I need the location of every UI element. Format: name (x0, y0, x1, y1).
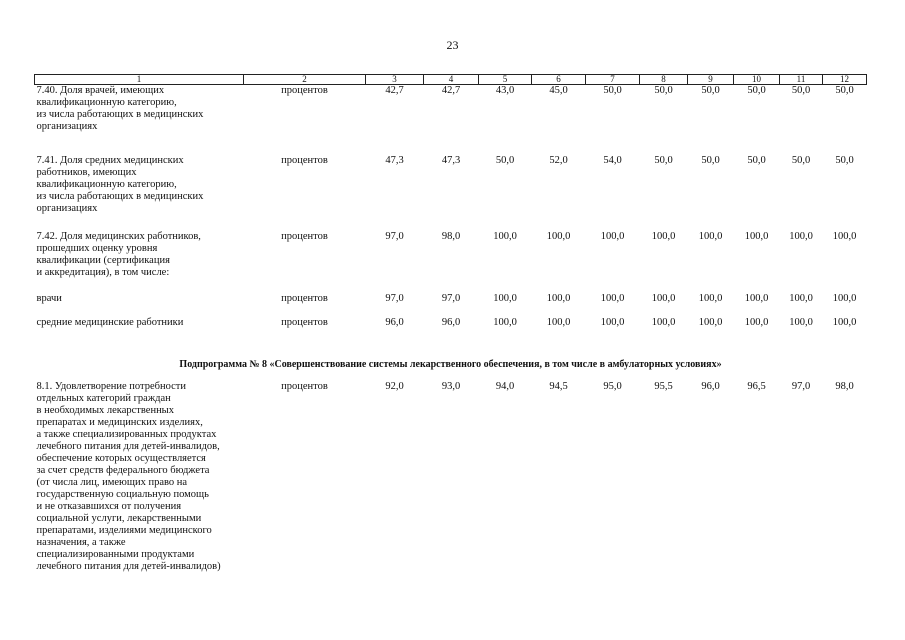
indicator-name-line: прошедших оценку уровня (36, 243, 158, 254)
column-header: 10 (734, 75, 780, 85)
value-cell: 100,0 (744, 293, 769, 304)
column-header: 5 (479, 75, 532, 85)
value-cell: 50,0 (835, 85, 854, 96)
indicator-name-line: средние медицинские работники (36, 317, 184, 328)
value-cell: 100,0 (493, 293, 517, 304)
table-row (35, 85, 867, 156)
indicator-name-line: в необходимых лекарственных (36, 405, 174, 416)
indicator-name-line: квалификационную категорию, (36, 179, 177, 190)
value-cell: 47,3 (441, 155, 461, 166)
column-header: 7 (586, 75, 640, 85)
page-number: 23 (446, 38, 459, 52)
value-cell: 100,0 (789, 231, 813, 242)
table-row (35, 381, 867, 603)
unit-cell: процентов (281, 155, 328, 166)
indicator-name-line: и аккредитация), в том числе: (36, 267, 170, 278)
value-cell: 100,0 (493, 231, 517, 242)
column-header: 8 (640, 75, 688, 85)
unit-cell: процентов (281, 231, 328, 242)
value-cell: 93,0 (441, 381, 461, 392)
unit-cell: процентов (281, 293, 328, 304)
value-cell: 100,0 (698, 293, 723, 304)
value-cell: 54,0 (603, 155, 622, 166)
indicator-name-line: и не отказавшихся от получения (36, 501, 182, 512)
value-cell: 97,0 (385, 231, 404, 242)
indicator-name (35, 155, 244, 231)
value-cell: 50,0 (701, 155, 720, 166)
value-cell: 50,0 (747, 155, 766, 166)
indicator-name-line: 8.1. Удовлетворение потребности (36, 381, 187, 392)
value-cell: 100,0 (600, 293, 625, 304)
value-cell: 97,0 (385, 293, 404, 304)
indicator-name-line: специализированными продуктами (36, 549, 195, 560)
unit-cell: процентов (281, 85, 328, 96)
value-cell: 100,0 (651, 231, 676, 242)
indicator-name-line: обеспечение которых осуществляется (36, 453, 206, 464)
column-header: 6 (532, 75, 586, 85)
indicator-name-line: отдельных категорий граждан (36, 393, 171, 404)
value-cell: 94,5 (549, 381, 568, 392)
value-cell: 50,0 (495, 155, 515, 166)
value-cell: 45,0 (549, 85, 568, 96)
value-cell: 50,0 (603, 85, 622, 96)
indicator-name (35, 231, 244, 293)
indicator-name-line: 7.41. Доля средних медицинских (36, 155, 184, 166)
table-row (35, 293, 867, 317)
value-cell: 100,0 (832, 293, 857, 304)
indicator-name-line: квалификации (сертификация (36, 255, 170, 266)
value-cell: 100,0 (600, 317, 625, 328)
value-cell: 96,0 (441, 317, 461, 328)
value-cell: 100,0 (651, 317, 676, 328)
value-cell: 42,7 (385, 85, 404, 96)
value-cell: 100,0 (546, 231, 571, 242)
value-cell: 50,0 (747, 85, 766, 96)
value-cell: 100,0 (832, 231, 857, 242)
unit-cell: процентов (281, 317, 328, 328)
value-cell: 50,0 (835, 155, 854, 166)
indicator-name-line: из числа работающих в медицинских (36, 191, 204, 202)
indicator-name-line: организациях (36, 203, 98, 214)
value-cell: 50,0 (654, 85, 673, 96)
indicator-name-line: а также специализированных продуктах (36, 429, 217, 440)
indicator-name-line: назначения, а также (36, 537, 126, 548)
table-row (35, 155, 867, 231)
column-header: 1 (35, 75, 244, 85)
value-cell: 92,0 (385, 381, 404, 392)
value-cell: 97,0 (791, 381, 811, 392)
value-cell: 100,0 (789, 317, 813, 328)
column-header-row (35, 75, 867, 85)
indicator-name (35, 381, 244, 603)
value-cell: 100,0 (651, 293, 676, 304)
value-cell: 97,0 (441, 293, 461, 304)
indicator-name-line: из числа работающих в медицинских (36, 109, 204, 120)
indicator-name (35, 293, 244, 317)
value-cell: 43,0 (495, 85, 515, 96)
value-cell: 100,0 (698, 231, 723, 242)
value-cell: 98,0 (441, 231, 461, 242)
value-cell: 100,0 (546, 293, 571, 304)
indicator-name-line: лечебного питания для детей-инвалидов) (36, 561, 221, 572)
value-cell: 95,5 (654, 381, 673, 392)
indicator-name-line: препаратами, изделиями медицинского (36, 525, 212, 536)
table-row (35, 317, 867, 349)
unit-cell: процентов (281, 381, 328, 392)
indicator-name-line: 7.40. Доля врачей, имеющих (36, 85, 165, 96)
indicator-name-line: за счет средств федерального бюджета (36, 465, 210, 476)
column-header: 3 (366, 75, 424, 85)
column-header: 4 (424, 75, 479, 85)
indicator-name-line: (от числа лиц, имеющих право на (36, 477, 188, 488)
value-cell: 47,3 (385, 155, 404, 166)
indicator-name-line: лечебного питания для детей-инвалидов, (36, 441, 220, 452)
value-cell: 100,0 (546, 317, 571, 328)
value-cell: 100,0 (832, 317, 857, 328)
indicator-name (35, 317, 244, 349)
subprogram-title: Подпрограмма № 8 «Совершенствование системы лекарственного обеспечения, в том числе в амбулаторных условиях» (179, 359, 722, 370)
indicator-name-line: социальной услуги, лекарственными (36, 513, 202, 524)
indicator-name-line: 7.42. Доля медицинских работников, (36, 231, 201, 242)
value-cell: 50,0 (701, 85, 720, 96)
column-header: 9 (688, 75, 734, 85)
value-cell: 95,0 (603, 381, 622, 392)
value-cell: 100,0 (744, 231, 769, 242)
column-header: 11 (780, 75, 823, 85)
value-cell: 96,0 (701, 381, 720, 392)
indicators-table (34, 74, 867, 603)
subprogram-row (35, 349, 867, 381)
column-header: 2 (244, 75, 366, 85)
value-cell: 100,0 (789, 293, 813, 304)
value-cell: 50,0 (654, 155, 673, 166)
indicator-name (35, 85, 244, 156)
value-cell: 100,0 (698, 317, 723, 328)
column-header: 12 (823, 75, 867, 85)
value-cell: 96,5 (747, 381, 766, 392)
value-cell: 100,0 (493, 317, 517, 328)
indicator-name-line: работников, имеющих (36, 167, 137, 178)
table-row (35, 231, 867, 293)
indicator-name-line: врачи (36, 293, 62, 304)
indicator-name-line: организациях (36, 121, 98, 132)
value-cell: 50,0 (791, 85, 811, 96)
value-cell: 50,0 (791, 155, 811, 166)
indicator-name-line: квалификационную категорию, (36, 97, 177, 108)
value-cell: 96,0 (385, 317, 404, 328)
value-cell: 100,0 (600, 231, 625, 242)
value-cell: 98,0 (835, 381, 854, 392)
value-cell: 52,0 (549, 155, 568, 166)
indicator-name-line: препаратах и медицинских изделиях, (36, 417, 203, 428)
value-cell: 100,0 (744, 317, 769, 328)
indicator-name-line: государственную социальную помощь (36, 489, 209, 500)
value-cell: 42,7 (441, 85, 461, 96)
value-cell: 94,0 (495, 381, 515, 392)
